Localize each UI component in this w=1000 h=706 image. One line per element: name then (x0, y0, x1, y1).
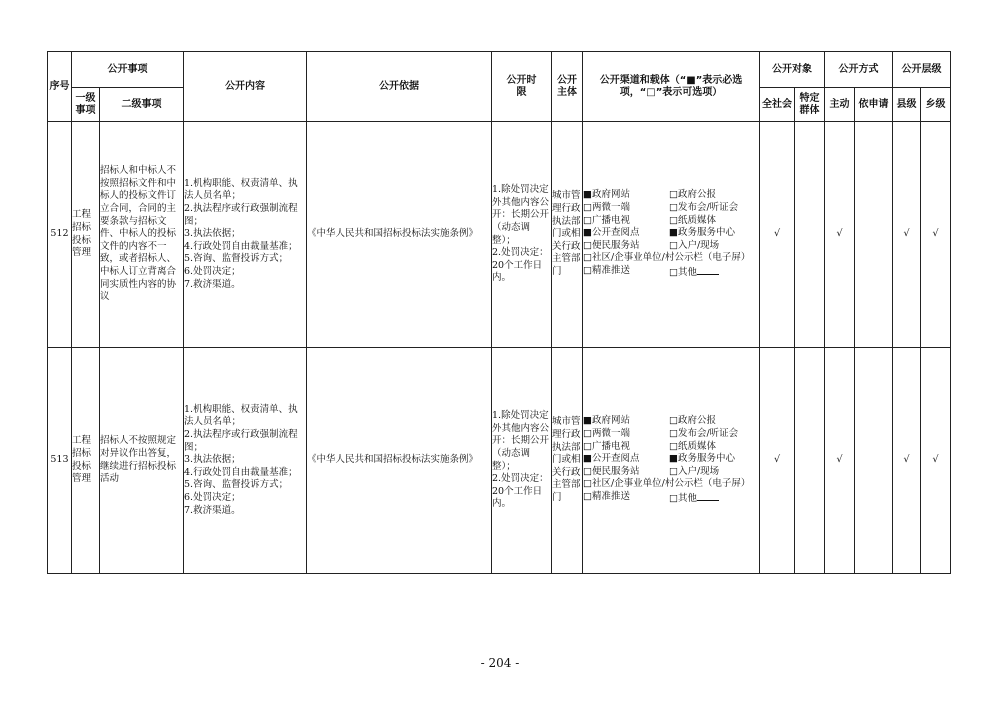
row-basis: 《中华人民共和国招标投标法实施条例》 (307, 348, 492, 574)
row-basis: 《中华人民共和国招标投标法实施条例》 (307, 122, 492, 348)
row-level2: 招标人不按照规定对异议作出答复，继续进行招标投标活动 (100, 348, 184, 574)
row-channels: ■政府网站 □政府公报 □两微一端 □发布会/听证会 □广播电视 □纸质媒体 ■公开查阅点 ■政务服务中心 □便民服务站 □入户/现场 □社区/企事业单位/村公示栏（电子屏） □精准推送 □其他 (583, 122, 760, 348)
row-level1: 工程招标投标管理 (72, 348, 100, 574)
header-method-apply: 依申请 (855, 88, 893, 122)
row-seq: 512 (48, 122, 72, 348)
row-target-specific (795, 348, 825, 574)
row-layer-county: √ (893, 348, 921, 574)
row-method-active: √ (825, 122, 855, 348)
header-time: 公开时限 (492, 52, 552, 122)
header-subject: 公开主体 (552, 52, 583, 122)
row-target-specific (795, 122, 825, 348)
table-row (48, 122, 951, 348)
table-row (48, 348, 951, 574)
header-seq: 序号 (48, 52, 72, 122)
header-level1: 一级事项 (72, 88, 100, 122)
row-subject: 城市管理行政执法部门或相关行政主管部门 (552, 348, 583, 574)
header-basis: 公开依据 (307, 52, 492, 122)
row-time: 1.除处罚决定外其他内容公开：长期公开（动态调整）； 2.处罚决定：20个工作日内。 (492, 122, 552, 348)
row-layer-town: √ (921, 122, 951, 348)
row-method-apply (855, 348, 893, 574)
row-time: 1.除处罚决定外其他内容公开：长期公开（动态调整）； 2.处罚决定：20个工作日内。 (492, 348, 552, 574)
header-content: 公开内容 (184, 52, 307, 122)
row-level2: 招标人和中标人不按照招标文件和中标人的投标文件订立合同，合同的主要条款与招标文件、中标人的投标文件的内容不一致，或者招标人、中标人订立背离合同实质性内容的协议 (100, 122, 184, 348)
row-level1: 工程招标投标管理 (72, 122, 100, 348)
row-seq: 513 (48, 348, 72, 574)
row-method-apply (855, 122, 893, 348)
header-level2: 二级事项 (100, 88, 184, 122)
header-channels: 公开渠道和载体（“■”表示必选项，“□”表示可选项） (583, 52, 760, 122)
row-content: 1.机构职能、权责清单、执法人员名单； 2.执法程序或行政强制流程图； 3.执法依据； 4.行政处罚自由裁量基准； 5.咨询、监督投诉方式； 6.处罚决定； 7.救济渠道。 (184, 122, 307, 348)
header-target-specific: 特定群体 (795, 88, 825, 122)
header-layer: 公开层级 (893, 52, 951, 88)
row-subject: 城市管理行政执法部门或相关行政主管部门 (552, 122, 583, 348)
page-number: - 204 - (480, 656, 520, 670)
row-layer-town: √ (921, 348, 951, 574)
row-target-all: √ (760, 122, 795, 348)
row-content: 1.机构职能、权责清单、执法人员名单； 2.执法程序或行政强制流程图； 3.执法依据； 4.行政处罚自由裁量基准； 5.咨询、监督投诉方式； 6.处罚决定； 7.救济渠道。 (184, 348, 307, 574)
header-method-active: 主动 (825, 88, 855, 122)
header-layer-county: 县级 (893, 88, 921, 122)
header-items: 公开事项 (72, 52, 184, 88)
row-method-active: √ (825, 348, 855, 574)
row-channels: ■政府网站 □政府公报 □两微一端 □发布会/听证会 □广播电视 □纸质媒体 ■公开查阅点 ■政务服务中心 □便民服务站 □入户/现场 □社区/企事业单位/村公示栏（电子屏） □精准推送 □其他 (583, 348, 760, 574)
header-target: 公开对象 (760, 52, 825, 88)
row-target-all: √ (760, 348, 795, 574)
header-target-all: 全社会 (760, 88, 795, 122)
header-layer-town: 乡级 (921, 88, 951, 122)
disclosure-table (47, 51, 951, 574)
header-method: 公开方式 (825, 52, 893, 88)
row-layer-county: √ (893, 122, 921, 348)
